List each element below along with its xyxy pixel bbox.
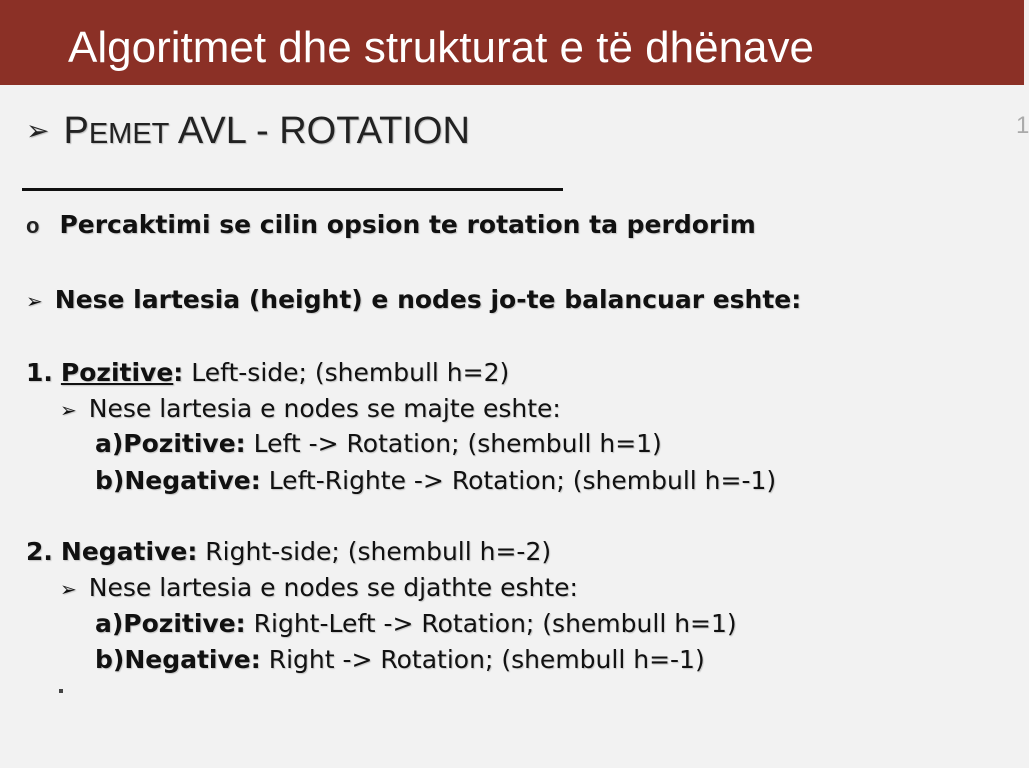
option-a-label: Pozitive: [123,429,246,458]
option-a-text: Right-Left -> Rotation; (shembull h=1) [245,609,737,638]
option-a-text: Left -> Rotation; (shembull h=1) [245,429,662,458]
case2-label: Negative: [60,537,198,566]
option-b-text: Left-Righte -> Rotation; (shembull h=-1) [260,466,777,495]
option-a-label: Pozitive: [123,609,246,638]
option-a-marker: a) [95,429,124,458]
arrow-bullet-icon: ➢ [60,577,77,601]
page-number: 1 [1016,112,1029,139]
stray-dot [59,689,63,693]
option-b-label: Negative: [124,466,261,495]
case2-subline [60,572,578,605]
case2-text: Right-side; (shembull h=-2) [197,537,552,566]
option-b-label: Negative: [124,645,261,674]
option-b-text: Right -> Rotation; (shembull h=-1) [260,645,705,674]
case1-option-b [95,465,776,497]
case2-sub-text: Nese lartesia e nodes se djathte eshte: [88,573,578,602]
arrow-bullet-icon: ➢ [26,289,43,313]
case2-line [26,536,551,568]
condition-line [26,284,801,317]
slide-title-rest: AVL - ROTATION [169,110,470,152]
case1-number: 1. [26,358,53,387]
intro-text: Percaktimi se cilin opsion te rotation ta perdorim [59,210,756,239]
case2-number: 2. [26,537,53,566]
arrow-bullet-icon: ➢ [60,398,77,422]
slide-title [26,108,470,157]
case1-text: Left-side; (shembull h=2) [183,358,510,387]
case1-subline [60,393,561,426]
title-underline [22,188,563,191]
option-b-marker: b) [95,645,125,674]
slide-title-smallcaps: EMET [88,118,170,150]
header-bar [0,0,1024,85]
case1-sub-text: Nese lartesia e nodes se majte eshte: [88,394,561,423]
slide-title-initial: P [63,110,89,152]
intro-line [26,209,756,242]
case1-option-a [95,428,662,460]
course-title: Algoritmet dhe strukturat e të dhënave [68,23,814,72]
case1-line [26,357,509,389]
condition-text: Nese lartesia (height) e nodes jo-te balancuar eshte: [54,285,802,314]
arrow-bullet-icon: ➢ [26,115,50,146]
case2-option-b [95,644,705,676]
option-b-marker: b) [95,466,125,495]
circle-bullet-icon: o [26,213,40,238]
case2-option-a [95,608,737,640]
option-a-marker: a) [95,609,124,638]
case1-label: Pozitive [60,358,174,387]
case1-colon: : [173,358,184,387]
